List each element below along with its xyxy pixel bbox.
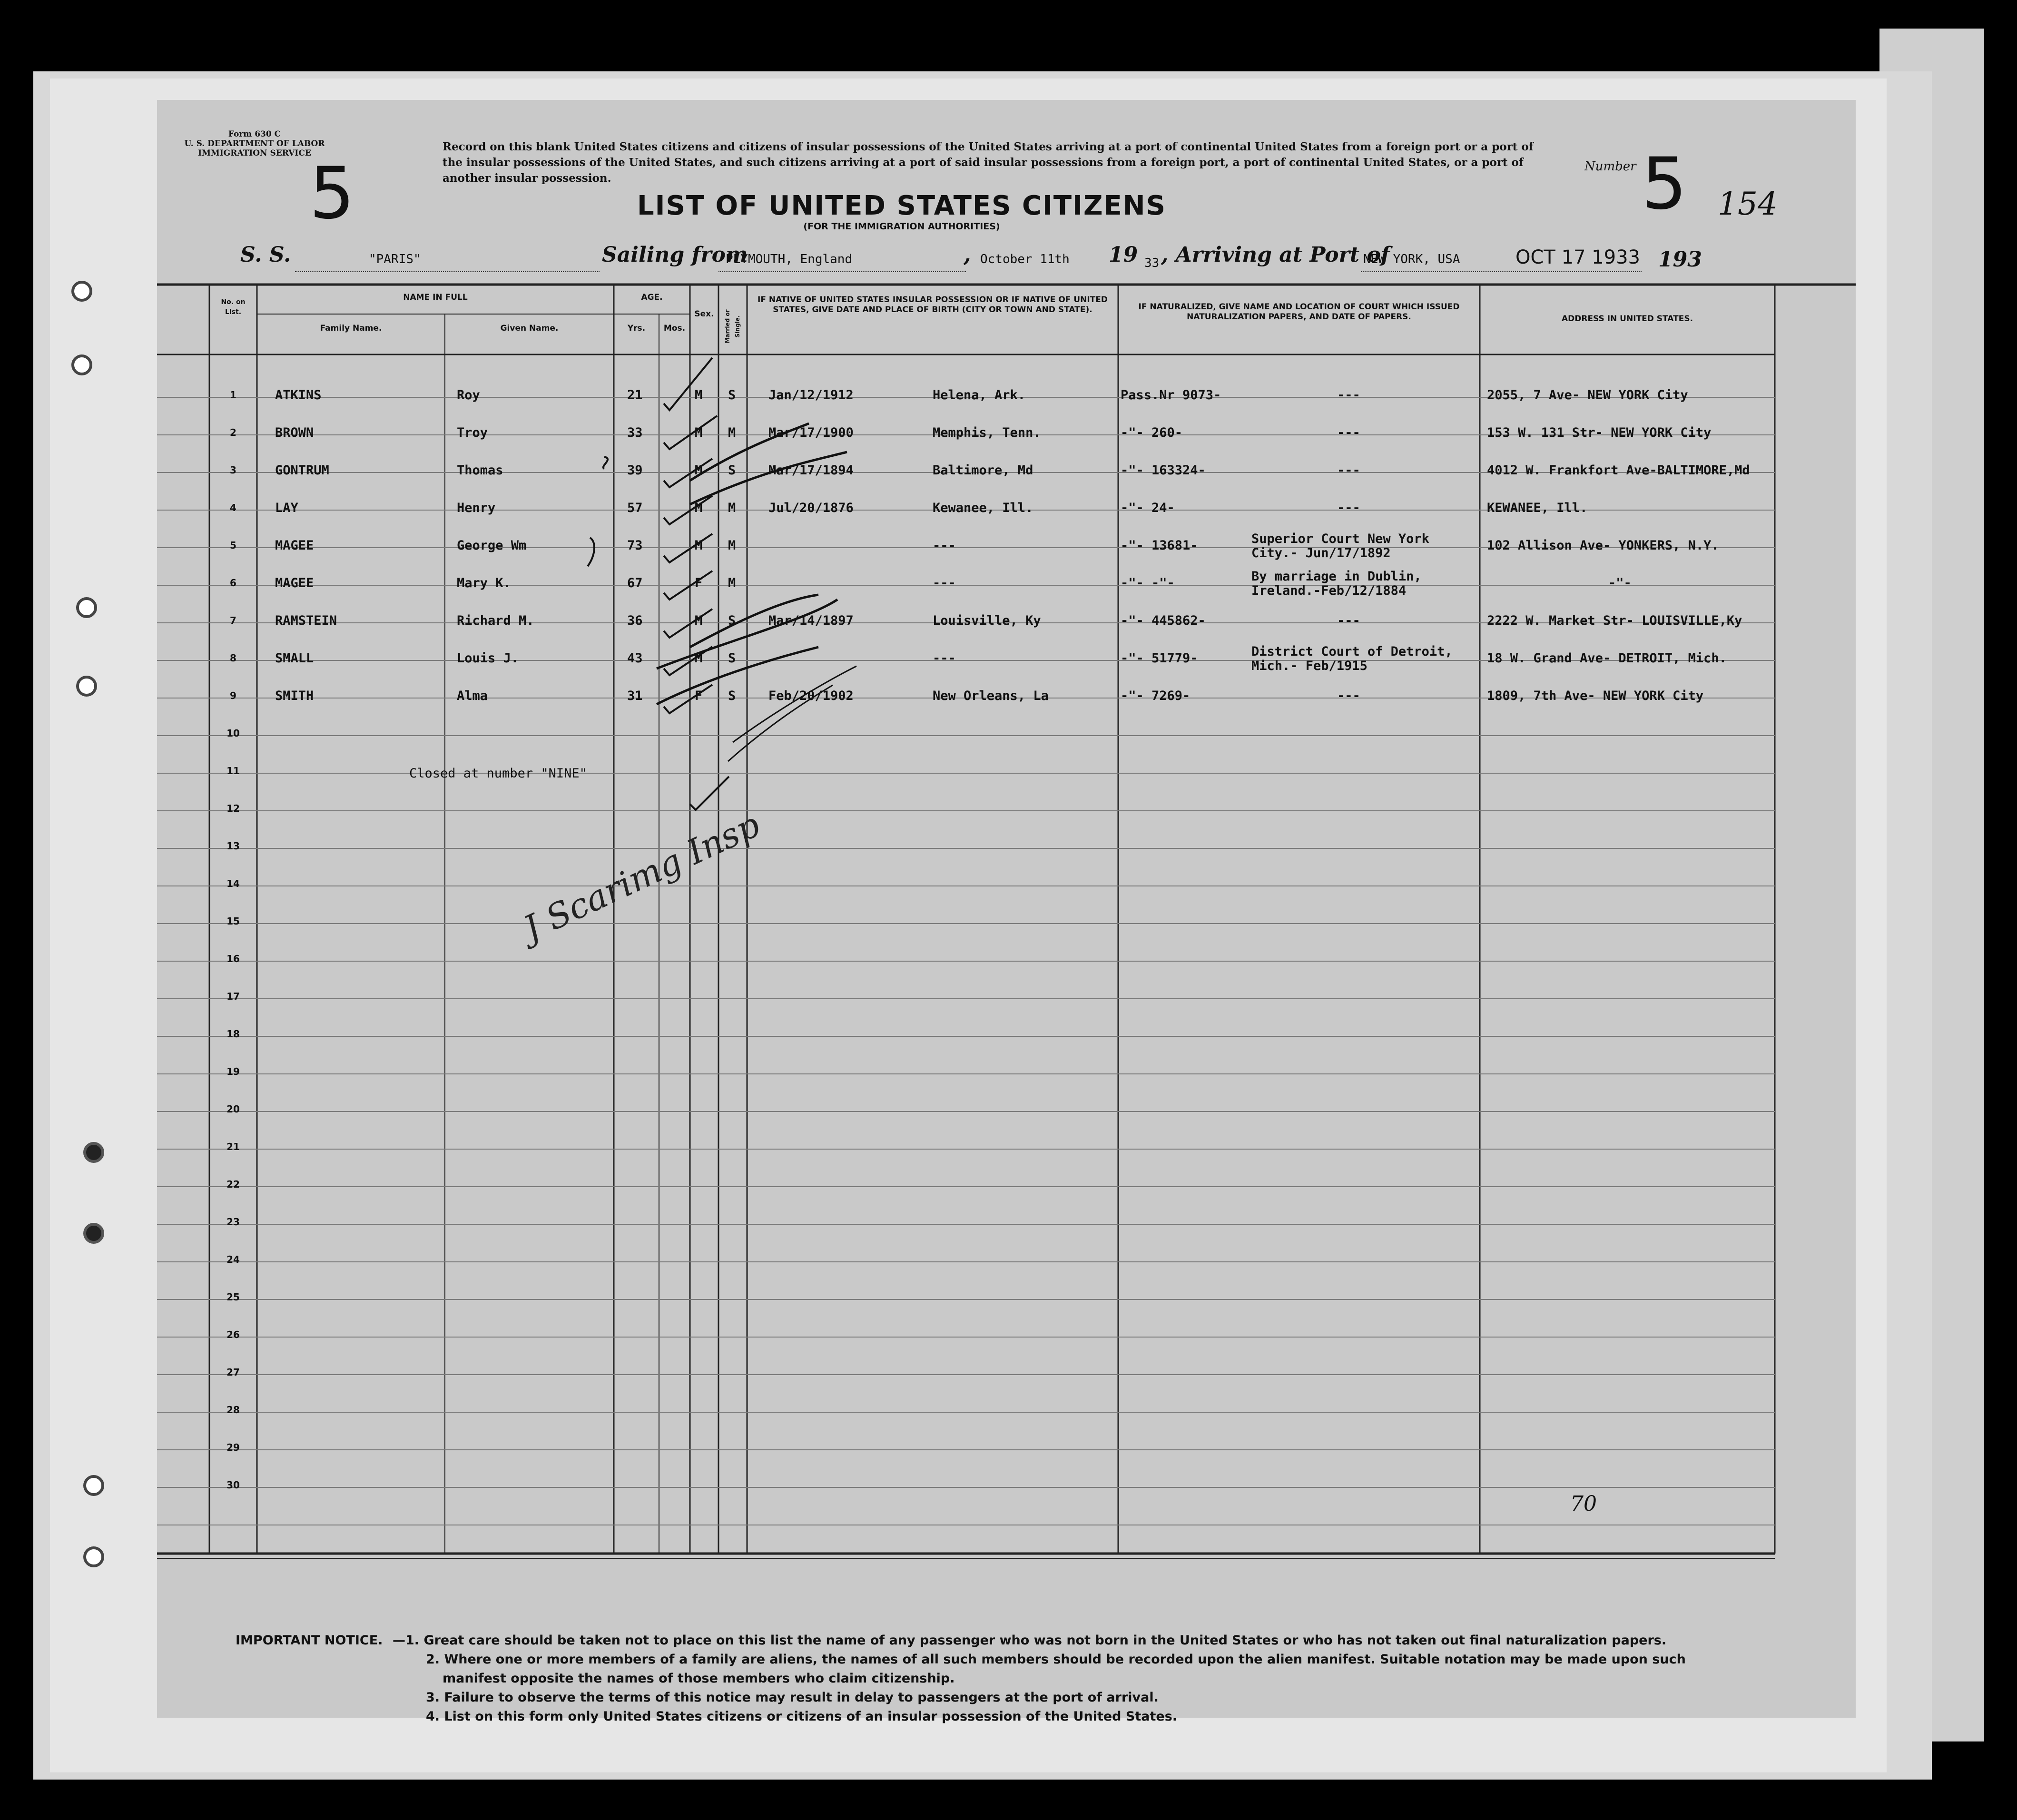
header-married-single: Married or Single. bbox=[724, 309, 741, 344]
family-name-cell: ATKINS bbox=[275, 388, 322, 403]
marital-status-cell: S bbox=[728, 613, 736, 628]
notice-item-3: 3. Failure to observe the terms of this notice may result in delay to passengers at the port of arrival. bbox=[426, 1690, 1159, 1705]
family-name-cell: RAMSTEIN bbox=[275, 613, 337, 628]
sex-cell: M bbox=[695, 388, 703, 403]
marital-status-cell: S bbox=[728, 689, 736, 703]
family-name-cell: LAY bbox=[275, 501, 298, 515]
header-naturalized: IF NATURALIZED, GIVE NAME AND LOCATION OF COURT WHICH ISSUED NATURALIZATION PAPERS, AND DATE OF PAPERS. bbox=[1138, 302, 1460, 322]
row-number: 18 bbox=[226, 1028, 240, 1040]
court-date-cell: City.- Jun/17/1892 bbox=[1251, 546, 1391, 561]
birth-place-cell: --- bbox=[933, 538, 956, 553]
birth-date-cell: Jul/20/1876 bbox=[768, 501, 854, 515]
header-age: AGE. bbox=[641, 293, 663, 302]
court-date-cell: Ireland.-Feb/12/1884 bbox=[1251, 583, 1407, 598]
notice-item-1: —1. Great care should be taken not to place on this list the name of any passenger who was not born in the United States or who has not taken out final naturalization papers. bbox=[393, 1633, 1667, 1648]
court-cell: --- bbox=[1337, 689, 1360, 703]
notice-item-2: 2. Where one or more members of a family are aliens, the names of all such members should be recorded upon the alien manifest. Suitable notation may be made upon such bbox=[426, 1652, 1686, 1667]
row-number: 9 bbox=[230, 690, 236, 701]
sex-cell: M bbox=[695, 538, 703, 553]
address-cell: 2222 W. Market Str- LOUISVILLE,Ky bbox=[1487, 613, 1742, 628]
header-no-on-list: No. on List. bbox=[221, 298, 246, 316]
family-name-cell: MAGEE bbox=[275, 538, 314, 553]
preamble-text: Record on this blank United States citizens and citizens of insular possessions of the United States arriving at a port of continental United States from a foreign port or a port of the insular possessions of the United States, and such citizens arriving at a port of said insular possessions from a foreign port, a port of continental United States, or a port of another insular possession. bbox=[443, 140, 1534, 185]
row-number: 12 bbox=[226, 803, 240, 814]
passport-cell: -"- 24- bbox=[1121, 501, 1175, 515]
birth-place-cell: Helena, Ark. bbox=[933, 388, 1026, 403]
address-cell: 1809, 7th Ave- NEW YORK City bbox=[1487, 689, 1704, 703]
birth-place-cell: --- bbox=[933, 651, 956, 666]
arriving-text: Arriving at Port of bbox=[1175, 243, 1390, 267]
birth-place-cell: Kewanee, Ill. bbox=[933, 501, 1033, 515]
row-number: 6 bbox=[230, 577, 236, 589]
list-number: 5 bbox=[1642, 143, 1687, 226]
given-name-cell: Roy bbox=[457, 388, 480, 403]
age-cell: 36 bbox=[627, 613, 643, 628]
court-cell: District Court of Detroit, bbox=[1251, 644, 1453, 659]
arriving-label: , Arriving at Port of bbox=[1161, 243, 1390, 267]
family-name-cell: SMALL bbox=[275, 651, 314, 666]
address-cell: 102 Allison Ave- YONKERS, N.Y. bbox=[1487, 538, 1719, 553]
row-number: 13 bbox=[226, 840, 240, 852]
row-number: 19 bbox=[226, 1066, 240, 1077]
passport-cell: -"- 13681- bbox=[1121, 538, 1198, 553]
given-name-cell: Mary K. bbox=[457, 576, 511, 590]
passport-cell: -"- 260- bbox=[1121, 425, 1183, 440]
age-cell: 39 bbox=[627, 463, 643, 478]
sex-cell: F bbox=[695, 689, 703, 703]
court-cell: Superior Court New York bbox=[1251, 531, 1429, 546]
row-number: 30 bbox=[226, 1479, 240, 1491]
row-number: 28 bbox=[226, 1404, 240, 1416]
row-number: 7 bbox=[230, 615, 236, 626]
year-suffix: 33 bbox=[1144, 256, 1160, 270]
birth-date-cell: Feb/20/1902 bbox=[768, 689, 854, 703]
ss-label: S. S. bbox=[240, 243, 291, 267]
corner-number: 154 bbox=[1718, 186, 1778, 222]
marital-status-cell: S bbox=[728, 388, 736, 403]
header-address: ADDRESS IN UNITED STATES. bbox=[1561, 314, 1693, 324]
row-number: 25 bbox=[226, 1291, 240, 1303]
given-name-cell: Henry bbox=[457, 501, 496, 515]
birth-date-cell: Mar/14/1897 bbox=[768, 613, 854, 628]
age-cell: 33 bbox=[627, 425, 643, 440]
sex-cell: M bbox=[695, 425, 703, 440]
birth-place-cell: --- bbox=[933, 576, 956, 590]
handwritten-list-number: 5 bbox=[309, 152, 355, 235]
birth-place-cell: Baltimore, Md bbox=[933, 463, 1033, 478]
court-cell: By marriage in Dublin, bbox=[1251, 569, 1422, 584]
age-cell: 21 bbox=[627, 388, 643, 403]
row-number: 16 bbox=[226, 953, 240, 964]
row-number: 15 bbox=[226, 915, 240, 927]
comma-1: , bbox=[964, 243, 971, 267]
marital-status-cell: M bbox=[728, 576, 736, 590]
sailing-label: Sailing from bbox=[602, 243, 748, 267]
notice-item-4: 4. List on this form only United States citizens or citizens of an insular possession of the United States. bbox=[426, 1709, 1178, 1724]
passport-cell: -"- 163324- bbox=[1121, 463, 1206, 478]
row-number: 21 bbox=[226, 1141, 240, 1152]
row-number: 14 bbox=[226, 878, 240, 889]
family-name-cell: SMITH bbox=[275, 689, 314, 703]
age-cell: 67 bbox=[627, 576, 643, 590]
birth-date-cell: Jan/12/1912 bbox=[768, 388, 854, 403]
row-number: 8 bbox=[230, 652, 236, 664]
bottom-number: 70 bbox=[1570, 1492, 1597, 1516]
passport-cell: -"- 445862- bbox=[1121, 613, 1206, 628]
birth-place-cell: Memphis, Tenn. bbox=[933, 425, 1041, 440]
sailing-date: October 11th bbox=[980, 252, 1070, 266]
court-cell: --- bbox=[1337, 425, 1360, 440]
page-title: LIST OF UNITED STATES CITIZENS bbox=[637, 190, 1166, 221]
row-number: 5 bbox=[230, 540, 236, 551]
row-number: 11 bbox=[226, 765, 240, 777]
sex-cell: M bbox=[695, 463, 703, 478]
sex-cell: M bbox=[695, 501, 703, 515]
arrival-date-stamp: OCT 17 1933 bbox=[1515, 246, 1640, 268]
address-cell: 18 W. Grand Ave- DETROIT, Mich. bbox=[1487, 651, 1727, 666]
passport-cell: Pass.Nr 9073- bbox=[1121, 388, 1221, 403]
marital-status-cell: M bbox=[728, 501, 736, 515]
court-cell: --- bbox=[1337, 463, 1360, 478]
header-name-in-full: NAME IN FULL bbox=[403, 293, 468, 302]
year-prefix: 19 bbox=[1109, 243, 1138, 267]
given-name-cell: Troy bbox=[457, 425, 488, 440]
form-department: U. S. DEPARTMENT OF LABOR bbox=[184, 139, 325, 148]
family-name-cell: BROWN bbox=[275, 425, 314, 440]
age-cell: 57 bbox=[627, 501, 643, 515]
court-date-cell: Mich.- Feb/1915 bbox=[1251, 659, 1368, 673]
birth-place-cell: New Orleans, La bbox=[933, 689, 1049, 703]
given-name-cell: Thomas bbox=[457, 463, 503, 478]
passport-cell: -"- 7269- bbox=[1121, 689, 1191, 703]
given-name-cell: George Wm bbox=[457, 538, 527, 553]
address-cell: 4012 W. Frankfort Ave-BALTIMORE,Md bbox=[1487, 463, 1750, 478]
notice-item-2-cont: manifest opposite the names of those members who claim citizenship. bbox=[443, 1671, 955, 1686]
row-number: 3 bbox=[230, 464, 236, 476]
marital-status-cell: M bbox=[728, 538, 736, 553]
header-yrs: Yrs. bbox=[627, 324, 646, 333]
court-cell: --- bbox=[1337, 388, 1360, 403]
given-name-cell: Alma bbox=[457, 689, 488, 703]
birth-date-cell: Mar/17/1894 bbox=[768, 463, 854, 478]
page-subtitle: (FOR THE IMMIGRATION AUTHORITIES) bbox=[803, 221, 1000, 232]
address-cell: KEWANEE, Ill. bbox=[1487, 501, 1588, 515]
family-name-cell: MAGEE bbox=[275, 576, 314, 590]
age-cell: 31 bbox=[627, 689, 643, 703]
marital-status-cell: S bbox=[728, 463, 736, 478]
closed-note: Closed at number "NINE" bbox=[409, 766, 587, 781]
marital-status-cell: S bbox=[728, 651, 736, 666]
year-tail: 193 bbox=[1658, 247, 1702, 272]
inspector-signature: J Scarimg Insp bbox=[517, 804, 766, 949]
form-service: IMMIGRATION SERVICE bbox=[198, 148, 311, 158]
age-cell: 43 bbox=[627, 651, 643, 666]
arrival-port: NEW YORK, USA bbox=[1363, 252, 1460, 266]
row-number: 4 bbox=[230, 502, 236, 513]
row-number: 24 bbox=[226, 1254, 240, 1265]
header-birth: IF NATIVE OF UNITED STATES INSULAR POSSESSION OR IF NATIVE OF UNITED STATES, GIVE DATE AND PLACE OF BIRTH (CITY OR TOWN AND STATE). bbox=[758, 295, 1108, 315]
row-number: 23 bbox=[226, 1216, 240, 1228]
header-given-name: Given Name. bbox=[500, 324, 559, 333]
passport-cell: -"- 51779- bbox=[1121, 651, 1198, 666]
row-number: 20 bbox=[226, 1103, 240, 1115]
sex-cell: F bbox=[695, 576, 703, 590]
row-number: 26 bbox=[226, 1329, 240, 1340]
address-cell: 153 W. 131 Str- NEW YORK City bbox=[1487, 425, 1712, 440]
row-number: 10 bbox=[226, 728, 240, 739]
row-number: 27 bbox=[226, 1367, 240, 1378]
header-mos: Mos. bbox=[663, 324, 686, 333]
court-cell: --- bbox=[1337, 613, 1360, 628]
marital-status-cell: M bbox=[728, 425, 736, 440]
address-cell: -"- bbox=[1608, 576, 1632, 590]
sailing-from: PLYMOUTH, England bbox=[726, 252, 853, 266]
address-cell: 2055, 7 Ave- NEW YORK City bbox=[1487, 388, 1688, 403]
row-number: 22 bbox=[226, 1179, 240, 1190]
given-name-cell: Richard M. bbox=[457, 613, 534, 628]
row-number: 17 bbox=[226, 991, 240, 1002]
court-cell: --- bbox=[1337, 501, 1360, 515]
header-family-name: Family Name. bbox=[320, 324, 382, 333]
sex-cell: M bbox=[695, 651, 703, 666]
family-name-cell: GONTRUM bbox=[275, 463, 329, 478]
ship-name: "PARIS" bbox=[369, 252, 421, 266]
sex-cell: M bbox=[695, 613, 703, 628]
given-name-cell: Louis J. bbox=[457, 651, 519, 666]
passport-cell: -"- -"- bbox=[1121, 576, 1175, 590]
notice-heading: IMPORTANT NOTICE. bbox=[236, 1633, 383, 1648]
birth-place-cell: Louisville, Ky bbox=[933, 613, 1041, 628]
age-cell: 73 bbox=[627, 538, 643, 553]
birth-date-cell: Mar/17/1900 bbox=[768, 425, 854, 440]
row-number: 1 bbox=[230, 389, 236, 401]
form-number: Form 630 C bbox=[228, 129, 281, 139]
row-number: 2 bbox=[230, 427, 236, 438]
row-number: 29 bbox=[226, 1442, 240, 1453]
header-sex: Sex. bbox=[694, 309, 714, 319]
number-label: Number bbox=[1584, 159, 1636, 174]
